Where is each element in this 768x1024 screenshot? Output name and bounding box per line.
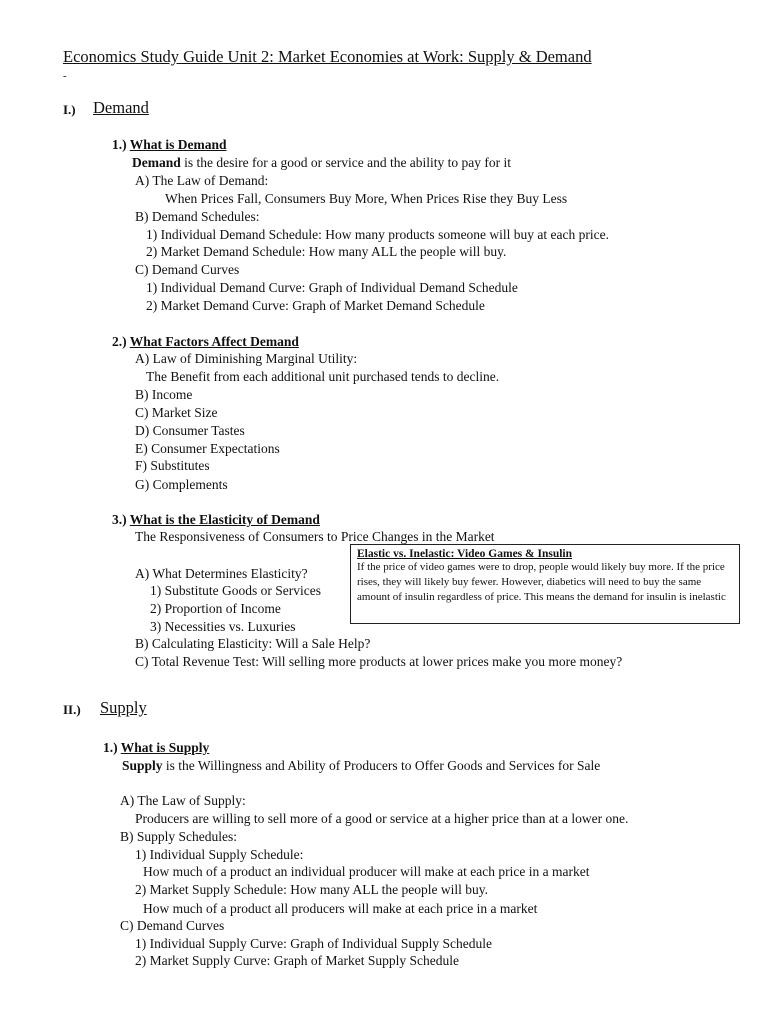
document-title: Economics Study Guide Unit 2: Market Economies at Work: Supply & Demand: [63, 47, 592, 66]
outline-item: A) What Determines Elasticity?: [135, 566, 308, 581]
subsection-heading: [103, 740, 209, 756]
outline-item: 2) Market Supply Curve: Graph of Market Supply Schedule: [135, 953, 459, 968]
section-title-supply: Supply: [100, 698, 147, 717]
subsection-heading: [112, 334, 299, 350]
subsection-title: What is Demand: [129, 137, 227, 152]
outline-item: D) Consumer Tastes: [135, 423, 245, 438]
outline-item: B) Demand Schedules:: [135, 209, 260, 224]
outline-item: 2) Market Demand Curve: Graph of Market Demand Schedule: [146, 298, 485, 313]
outline-item: C) Demand Curves: [135, 262, 240, 277]
outline-item: 2) Proportion of Income: [150, 601, 281, 616]
subsection-number: 2.): [112, 334, 127, 349]
outline-item: Producers are willing to sell more of a good or service at a higher price than at a lower one.: [135, 811, 629, 826]
outline-item: 1) Individual Demand Curve: Graph of Individual Demand Schedule: [146, 280, 518, 295]
outline-item: A) Law of Diminishing Marginal Utility:: [135, 351, 358, 366]
subsection-title: What is Supply: [120, 740, 210, 755]
outline-item: E) Consumer Expectations: [135, 441, 280, 456]
definition-line: [122, 758, 600, 774]
subsection-number: 3.): [112, 512, 127, 527]
definition-term: Supply: [122, 758, 163, 773]
outline-item: 1) Individual Supply Curve: Graph of Individual Supply Schedule: [135, 936, 492, 951]
section-number: I.): [63, 102, 76, 117]
section-number: II.): [63, 702, 81, 717]
section-title-demand: Demand: [93, 98, 149, 117]
outline-item: 2) Market Supply Schedule: How many ALL the people will buy.: [135, 882, 488, 897]
definition-term: Demand: [132, 155, 181, 170]
outline-item: G) Complements: [135, 477, 228, 492]
outline-item: B) Supply Schedules:: [120, 829, 237, 844]
outline-item: C) Total Revenue Test: Will selling more products at lower prices make you more money?: [135, 654, 623, 669]
callout-box: [350, 544, 740, 624]
subsection-number: 1.): [103, 740, 118, 755]
outline-item: 1) Individual Supply Schedule:: [135, 847, 304, 862]
outline-item: How much of a product all producers will make at each price in a market: [143, 901, 538, 916]
outline-item: C) Demand Curves: [120, 918, 225, 933]
definition-text: is the desire for a good or service and the ability to pay for it: [180, 155, 512, 170]
outline-item: B) Income: [135, 387, 193, 402]
outline-item: The Benefit from each additional unit purchased tends to decline.: [146, 369, 500, 384]
subsection-heading: [112, 512, 320, 528]
outline-item: C) Market Size: [135, 405, 218, 420]
callout-body: If the price of video games were to drop, people would likely buy more. If the price rises, they will likely buy fewer. However, diabetics will need to buy the same amount of insulin regardless of price. This means the demand for insulin is inelastic: [357, 561, 726, 603]
outline-item: 1) Substitute Goods or Services: [150, 583, 321, 598]
outline-item: The Responsiveness of Consumers to Price Changes in the Market: [135, 529, 495, 544]
subsection-title: What Factors Affect Demand: [129, 334, 299, 349]
callout-title: Elastic vs. Inelastic: Video Games & Insulin: [357, 548, 573, 560]
outline-item: 3) Necessities vs. Luxuries: [150, 619, 296, 634]
outline-item: How much of a product an individual producer will make at each price in a market: [143, 864, 590, 879]
subsection-number: 1.): [112, 137, 127, 152]
subsection-title: What is the Elasticity of Demand: [129, 512, 320, 527]
outline-item: 2) Market Demand Schedule: How many ALL the people will buy.: [146, 244, 507, 259]
outline-item: B) Calculating Elasticity: Will a Sale Help?: [135, 636, 371, 651]
outline-item: F) Substitutes: [135, 458, 210, 473]
definition-line: [132, 155, 511, 171]
outline-item: When Prices Fall, Consumers Buy More, When Prices Rise they Buy Less: [165, 191, 568, 206]
title-mark: -: [63, 70, 67, 82]
outline-item: 1) Individual Demand Schedule: How many products someone will buy at each price.: [146, 227, 610, 242]
subsection-heading: [112, 137, 249, 153]
outline-item: A) The Law of Demand:: [135, 173, 269, 188]
outline-item: A) The Law of Supply:: [120, 793, 246, 808]
definition-text: is the Willingness and Ability of Producers to Offer Goods and Services for Sale: [162, 758, 601, 773]
